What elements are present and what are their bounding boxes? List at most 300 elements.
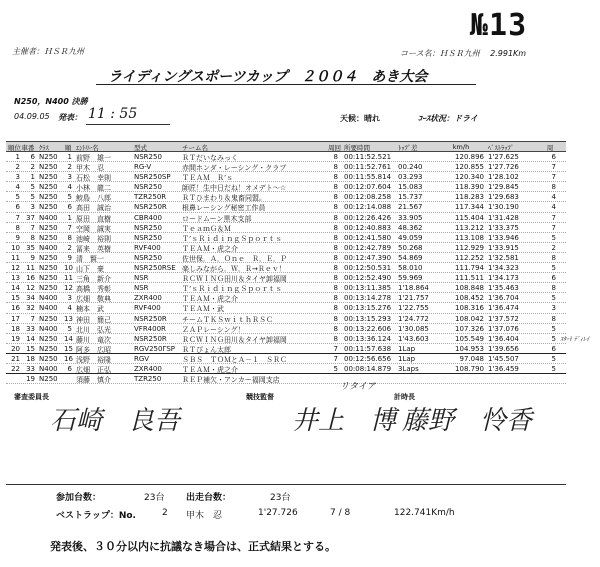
cell-no: 19 [26,375,35,384]
cell-best-lap-no: 7 [551,173,556,182]
table-row [6,213,566,223]
course-name: コース名：ＨＳＲ九州 2.991Km [400,49,527,58]
cell-no: 33 [26,364,35,373]
cell-speed: 118.390 [455,183,484,192]
cell-gap: 1'43.603 [398,334,429,343]
cell-gap: 48.362 [398,223,423,232]
cell-class-rank: 3 [67,173,72,182]
cell-team: 根鼻レーシング秘密工作員 [182,204,266,213]
cell-team: ＲＥＰ補欠・アンカー福岡支店 [182,376,280,385]
col-gap: ﾄｯﾌﾟ差 [398,144,418,152]
table-row [6,344,566,354]
cell-team: ＴｅａｍＧ＆Ｍ [182,224,231,233]
cell-class-rank: 8 [67,233,72,242]
cell-gap: 33.905 [398,213,423,222]
cell-class: N400 [39,304,58,313]
cell-speed: 111.511 [455,274,484,283]
protest-notice: 発表後、３０分以内に抗議なき場合は、正式結果とする。 [50,540,336,553]
cell-no: 18 [26,354,35,363]
cell-laps: 8 [333,153,338,161]
cell-pos: 15 [11,294,20,303]
cell-laps: 8 [333,253,338,262]
table-row [6,223,566,233]
cell-class-rank: 12 [64,284,73,293]
cell-pos: 7 [15,213,20,222]
cell-best-lap-no: 8 [551,253,556,262]
cell-pos: 2 [15,163,20,172]
cell-model: NSR250SP [134,173,171,182]
cell-model: TZR250 [134,375,162,384]
cell-model: ZXR400 [134,294,162,303]
cell-pos: 18 [11,324,20,333]
cell-model: RGV [134,354,150,363]
cell-class-rank: 6 [67,364,72,373]
cell-no: 15 [26,344,35,353]
cell-gap: 50.268 [398,243,423,252]
cell-class: N250 [39,183,58,192]
cell-no: 12 [26,284,35,293]
bestlap-time: 1'27.726 [258,508,298,518]
cell-model: NSR250 [134,153,162,161]
cell-best-lap-no: 5 [551,264,556,273]
cell-best-lap-no: 4 [551,193,556,202]
cell-model: NSR250RSE [134,264,176,273]
cell-pos: 19 [11,334,20,343]
cell-class-rank: 4 [67,304,72,313]
cell-speed: 113.212 [455,223,484,232]
cell-gap: 59.969 [398,274,423,283]
cell-entrant: 阿多 広昭 [76,345,111,354]
cell-model: NSR250 [134,253,162,262]
cell-time: 00:08:14.879 [344,364,392,373]
cell-laps: 8 [333,304,338,313]
cell-gap: 1'24.772 [398,314,429,323]
cell-best-lap-time: 1'34.173 [488,274,519,283]
cell-model: RVF400 [134,243,161,252]
cell-best-lap-time: 1'34.323 [488,264,519,273]
col-entrant: ｴﾝﾄﾘｰ名 [76,144,99,152]
cell-best-lap-time: 1'33.915 [488,243,519,252]
cell-best-lap-time: 1'33.375 [488,223,519,232]
cell-class: N250 [39,274,58,283]
cell-class: N250 [39,264,58,273]
cell-no: 5 [30,183,35,192]
cell-class: N250 [39,193,58,202]
cell-speed: 105.549 [455,334,484,343]
cell-best-lap-no: 5 [551,294,556,303]
cell-class: N250 [39,233,58,242]
cell-time: 00:12:08.258 [344,193,392,202]
cell-laps: 8 [333,163,338,172]
cell-speed: 104.953 [455,344,484,353]
cell-time: 00:12:47.390 [344,253,392,262]
cell-class-rank: 2 [67,163,72,172]
cell-time: 00:11:52.521 [344,153,392,161]
cell-pos: 12 [11,264,20,273]
cell-best-lap-time: 1'36.459 [488,364,519,373]
cell-no: 34 [26,294,35,303]
cell-best-lap-time: 1'36.474 [488,304,519,313]
cell-team: Ｔ’ｓＲｉｄｉｎｇＳｐｏｒｔｓ [182,285,283,294]
cell-time: 00:12:50.531 [344,264,392,273]
cell-gap: 15.737 [398,193,423,202]
signature-divider [6,484,566,485]
chair-signature: 石崎 良吾 [50,406,181,436]
cell-team: ＲＣＷＩＮＧ田川＆タイヤ卸福岡 [182,275,287,284]
cell-no: 7 [30,223,35,232]
col-no: 車番 [21,144,35,152]
table-row [6,334,566,344]
cell-team: ＴＥＡＭ・虎之介 [182,244,238,253]
cell-time: 00:13:11.385 [344,284,392,293]
cell-class: N250 [39,334,58,343]
cell-pos: 14 [11,284,20,293]
cell-no: 35 [26,243,35,252]
cell-gap: 21.567 [398,203,423,212]
cell-no: 9 [30,253,35,262]
col-class-rank: 順 [64,144,72,152]
cell-gap: 54.869 [398,253,423,262]
director-signature: 井上 博 [292,406,397,436]
cell-class: N400 [39,243,58,252]
cell-speed: 115.404 [455,213,484,222]
entries-label: 参加台数： [56,493,102,503]
cell-entrant: 楠本 武 [76,305,104,314]
table-row [6,314,566,324]
cell-best-lap-time: 1'30.190 [488,203,519,212]
cell-no: 6 [30,153,35,161]
cell-gap: 58.010 [398,264,423,273]
cell-best-lap-no: 7 [551,163,556,172]
cell-entrant: 石松 幸則 [76,174,111,183]
cell-time: 00:13:15.293 [344,314,392,323]
cell-pos: 22 [11,364,20,373]
table-row [6,283,566,293]
cell-class-rank: 2 [67,243,72,252]
cell-pos: 16 [11,304,20,313]
table-row [6,293,566,303]
cell-model: NSR250R [134,203,167,212]
table-row [6,303,566,313]
cell-entrant: 浅野 裕隆 [76,355,111,364]
announce-label: 発表： [58,113,82,122]
cell-pos: 9 [15,233,20,242]
cell-entrant: 池崎 裕則 [76,234,111,243]
cell-team: 師匠！生中日だね！オメデト～☆ [182,184,287,193]
cell-pos: 6 [15,203,20,212]
col-model: 型式 [134,144,147,152]
cell-entrant: 原田 直樹 [76,214,111,223]
cell-best-lap-time: 1'32.581 [488,253,519,262]
cell-team: ＴＥＡＭ・武 [182,305,224,314]
cell-entrant: 前野 雄一 [76,154,111,162]
cell-speed: 107.326 [455,324,484,333]
cell-team: 楽しみながら．Ｗ．Ｒ→Ｒｅｖ！ [182,265,286,274]
cell-entrant: 小林 龍二 [76,184,111,193]
cell-entrant: 山下 豪 [76,265,104,274]
cell-class: N250 [39,375,58,384]
cell-class-rank: 1 [67,153,72,161]
cell-no: 8 [30,233,35,242]
cell-model: RGV250ΓSP [134,344,176,353]
document-number: №13 [470,8,528,43]
cell-speed: 108.848 [455,284,484,293]
cell-entrant: 北川 弘光 [76,325,111,334]
cell-laps: 8 [333,223,338,232]
cell-pos: 20 [11,344,20,353]
cell-best-lap-time: 1'36.704 [488,294,519,303]
cell-team: Ｔ’ｓＲｉｄｉｎｇＳｐｏｒｔｓ [182,234,283,243]
cell-entrant: 神田 簡己 [76,315,111,324]
cell-model: NSR250R [134,314,167,323]
cell-team: ＺＡＰレーシング！ [182,325,245,334]
cell-best-lap-no: 8 [551,314,556,323]
cell-best-lap-time: 1'28.102 [488,173,519,182]
cell-pos: 11 [11,253,20,262]
race-date: 04.09.05 [14,112,50,121]
cell-gap: 03.293 [398,173,423,182]
cell-team: ＳＢＳ ＴＯＭとＡ－１ ＳＲＣ [182,355,287,364]
table-row [6,354,566,364]
cell-pos: 5 [15,193,20,202]
cell-team: 佐世保．Ａ．Ｏｎｅ Ｒ．Ｅ．Ｐ [182,254,287,263]
cell-time: 00:12:42.789 [344,243,392,252]
table-row [6,364,566,374]
bestlap-speed: 122.741Km/h [394,508,455,518]
cell-best-lap-time: 1'39.656 [488,344,519,353]
cell-laps: 8 [333,193,338,202]
cell-time: 00:12:07.604 [344,183,392,192]
starters-label: 出走台数： [186,493,232,503]
cell-team: ＴＥＡＭ・虎之介 [182,365,238,374]
cell-speed: 113.108 [455,233,484,242]
cell-model: NSR [134,274,149,283]
cell-no: 7 [30,314,35,323]
cell-laps: 8 [333,213,338,222]
cell-class-rank: 4 [67,183,72,192]
cell-model: TZR250R [134,193,167,202]
cell-best-lap-no: 6 [551,274,556,283]
table-row [6,233,566,243]
cell-best-lap-no: 2 [551,243,556,252]
cell-best-lap-no: 5 [551,354,556,363]
cell-speed: 120.855 [455,163,484,172]
cell-laps: 8 [333,233,338,242]
cell-model: VFR400R [134,324,166,333]
col-team: チーム名 [182,144,208,152]
timing-label: 計時長 [394,393,415,401]
col-best-lap-no: 周 [546,144,554,152]
cell-best-lap-no: 5 [551,364,556,373]
cell-class: N250 [39,314,58,323]
cell-model: NSR250 [134,233,162,242]
bestlap-lap: 7 / 8 [330,508,351,518]
cell-best-lap-time: 1'29.845 [488,183,519,192]
cell-speed: 108.316 [455,304,484,313]
bestlap-label: ベストラップ：No. [56,511,136,521]
cell-model: NSR250R [134,334,167,343]
cell-speed: 112.929 [455,243,484,252]
cell-class-rank: 7 [67,223,72,232]
cell-no: 11 [26,264,35,273]
cell-best-lap-no: 5 [551,324,556,333]
cell-best-lap-no: 8 [551,284,556,293]
cell-class-rank: 16 [64,354,73,363]
cell-entrant: 三角 新介 [76,275,111,284]
col-time: 所要時間 [344,144,370,152]
cell-class-rank: 1 [67,213,72,222]
cell-speed: 108.452 [455,294,484,303]
results-table [6,141,566,384]
col-best-lap-time: ﾍﾞｽﾄﾗｯﾌﾟ [488,144,514,152]
cell-best-lap-no: 6 [551,344,556,353]
cell-time: 00:12:40.883 [344,223,392,232]
cell-entrant: 甲木 忍 [76,164,104,173]
cell-class: N250 [39,354,58,363]
cell-best-lap-no: 7 [551,223,556,232]
cell-gap: 1Lap [398,344,416,353]
cell-class-rank: 13 [64,314,73,323]
cell-team: ＲＣＷＩＮＧ田川＆タイヤ卸福岡 [182,335,287,344]
cell-entrant: 冨来 英樹 [76,244,111,253]
cell-time: 00:12:26.426 [344,213,392,222]
cell-best-lap-no: 5 [551,233,556,242]
cell-class-rank: 5 [67,324,72,333]
cell-laps: 8 [333,183,338,192]
table-row [6,202,566,212]
page-title: ライディングスポーツカップ ２００４ あき大会 [108,69,428,85]
cell-best-lap-time: 1'45.507 [488,354,519,363]
cell-class: N250 [39,284,58,293]
cell-time: 00:11:57.638 [344,344,392,353]
weather: 天候：晴れ [340,114,380,123]
cell-team: ＲＴひまわり＆鬼畜同盟。 [182,194,266,203]
cell-best-lap-time: 1'27.726 [488,163,519,172]
cell-speed: 112.252 [455,253,484,262]
cell-time: 00:13:15.276 [344,304,392,313]
cell-entrant: 清 賢一 [76,254,104,263]
cell-class: N250 [39,203,58,212]
cell-model: RVF400 [134,304,161,313]
cell-best-lap-time: 1'35.463 [488,284,519,293]
cell-pos: 1 [15,153,20,161]
cell-speed: 108.042 [455,314,484,323]
cell-class-rank: 10 [64,264,73,273]
cell-time: 00:12:14.088 [344,203,392,212]
cell-entrant: 広畑 正弘 [76,365,111,374]
cell-best-lap-no: 5 [551,334,556,343]
table-row [6,263,566,273]
announce-time: 11 : 55 [88,106,138,122]
timing-signature: 藤野 怜香 [402,406,533,436]
cell-laps: 7 [333,354,338,363]
cell-speed: 120.896 [455,153,484,161]
cell-time: 00:12:41.580 [344,233,392,242]
cell-model: RG-V [134,163,152,172]
cell-team: チームＴＫＳｗｉｔｈＲＳＣ [182,315,273,324]
cell-time: 00:11:55.814 [344,173,392,182]
cell-best-lap-no: 7 [551,213,556,222]
table-row [6,273,566,283]
cell-class: N400 [39,294,58,303]
bestlap-name: 甲木 忍 [186,511,223,521]
cell-model: ZXR400 [134,364,162,373]
cell-gap: 1Lap [398,354,416,363]
cell-gap: 00.240 [398,163,423,172]
announce-underline [86,124,170,125]
cell-laps: 8 [333,243,338,252]
cell-best-lap-no: 8 [551,183,556,192]
cell-class: N400 [39,213,58,222]
cell-laps: 8 [333,264,338,273]
cell-entrant: 須藤 慎介 [76,376,111,385]
table-row [6,243,566,253]
cell-best-lap-time: 1'37.076 [488,324,519,333]
margin-note: ｽﾀｰﾄ ﾃﾞｨﾚｲ [560,336,589,343]
cell-laps: 7 [333,344,338,353]
cell-laps: 8 [333,294,338,303]
cell-laps: 8 [333,324,338,333]
cell-best-lap-time: 1'27.625 [488,153,519,161]
cell-team: ＴＥＡＭ・虎之介 [182,295,238,304]
cell-no: 32 [26,304,35,313]
table-row [6,182,566,192]
cell-laps: 8 [333,314,338,323]
table-row [6,324,566,334]
cell-entrant: 鮫島 八郎 [76,194,111,203]
cell-time: 00:12:56.656 [344,354,392,363]
table-body [6,152,566,384]
cell-gap: 1'18.864 [398,284,429,293]
cell-best-lap-time: 1'29.683 [488,193,519,202]
cell-model: NSR250 [134,183,162,192]
cell-no: 3 [30,203,35,212]
cell-gap: 15.083 [398,183,423,192]
cell-team: 赤間ホンダ・レーシング・クラブ [182,164,287,173]
cell-no: 37 [26,213,35,222]
cell-entrant: 空岡 誠実 [76,224,111,233]
cell-class: N250 [39,153,58,161]
cell-no: 14 [26,334,35,343]
cell-entrant: 高田 誠治 [76,204,111,213]
cell-best-lap-no: 6 [551,153,556,161]
cell-gap: 1'22.755 [398,304,429,313]
cell-pos: 17 [11,314,20,323]
cell-laps: 8 [333,173,338,182]
cell-gap: 49.059 [398,233,423,242]
cell-team: ＲＴだいなみっく [182,154,238,162]
cell-no: 1 [30,173,35,182]
cell-speed: 97.048 [459,354,484,363]
cell-model: NSR [134,284,149,293]
cell-model: NSR250 [134,223,162,232]
cell-model: CBR400 [134,213,162,222]
cell-no: 5 [30,193,35,202]
cell-class-rank: 6 [67,203,72,212]
cell-class: N250 [39,173,58,182]
cell-laps: 8 [333,284,338,293]
director-label: 競技監督 [246,393,274,401]
cell-class-rank: 15 [64,344,73,353]
cell-class: N250 [39,223,58,232]
bestlap-no: 2 [162,508,168,518]
cell-best-lap-time: 1'36.404 [488,334,519,343]
cell-best-lap-time: 1'33.946 [488,233,519,242]
cell-entrant: 広畑 敬典 [76,295,111,304]
starters-value: 23台 [270,493,291,503]
table-row [6,374,566,384]
col-pos: 順位 [8,144,21,152]
